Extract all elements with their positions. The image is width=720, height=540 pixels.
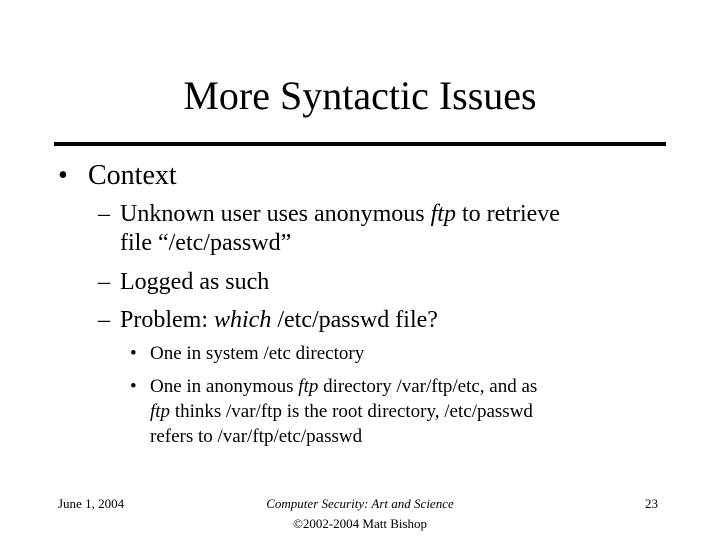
sub-bullet-logged [98, 268, 269, 297]
slide-title: More Syntactic Issues [183, 73, 537, 118]
sub-bullet-text: Logged as such [120, 269, 270, 295]
sub-bullet-unknown-user [98, 200, 560, 229]
dash-marker: – [98, 201, 110, 227]
bullet-context [58, 158, 177, 194]
third-bullet-text: One in system /etc directory [150, 343, 365, 364]
third-bullet-text: ftp thinks /var/ftp is the root directory, /etc/passwd [150, 401, 533, 422]
bullet-marker: • [130, 343, 137, 364]
footer-credits [200, 494, 520, 534]
sub-bullet-text: Unknown user uses anonymous ftp to retrieve [120, 201, 560, 227]
third-bullet-system-etc [130, 342, 364, 366]
sub-bullet-unknown-user-continued [98, 229, 291, 258]
dash-marker: – [98, 269, 110, 295]
third-bullet-anonymous-ftp [130, 375, 537, 399]
bullet-text: Context [88, 160, 177, 191]
footer-page-number: 23 [645, 496, 658, 511]
sub-bullet-problem [98, 306, 438, 335]
title-divider [54, 142, 666, 146]
bullet-marker: • [58, 160, 68, 191]
third-bullet-text: One in anonymous ftp directory /var/ftp/etc, and as [150, 376, 538, 397]
footer-date: June 1, 2004 [58, 496, 125, 511]
footer-course: Computer Security: Art and Science [266, 496, 454, 511]
dash-marker: – [98, 307, 110, 333]
sub-bullet-text: Problem: which /etc/passwd file? [120, 307, 438, 333]
third-bullet-text: refers to /var/ftp/etc/passwd [150, 426, 363, 447]
third-bullet-anonymous-ftp-line2 [130, 400, 533, 424]
bullet-marker: • [130, 376, 137, 397]
sub-bullet-text: file “/etc/passwd” [120, 230, 292, 256]
third-bullet-anonymous-ftp-line3 [130, 425, 362, 449]
footer-copyright: ©2002-2004 Matt Bishop [292, 516, 428, 531]
